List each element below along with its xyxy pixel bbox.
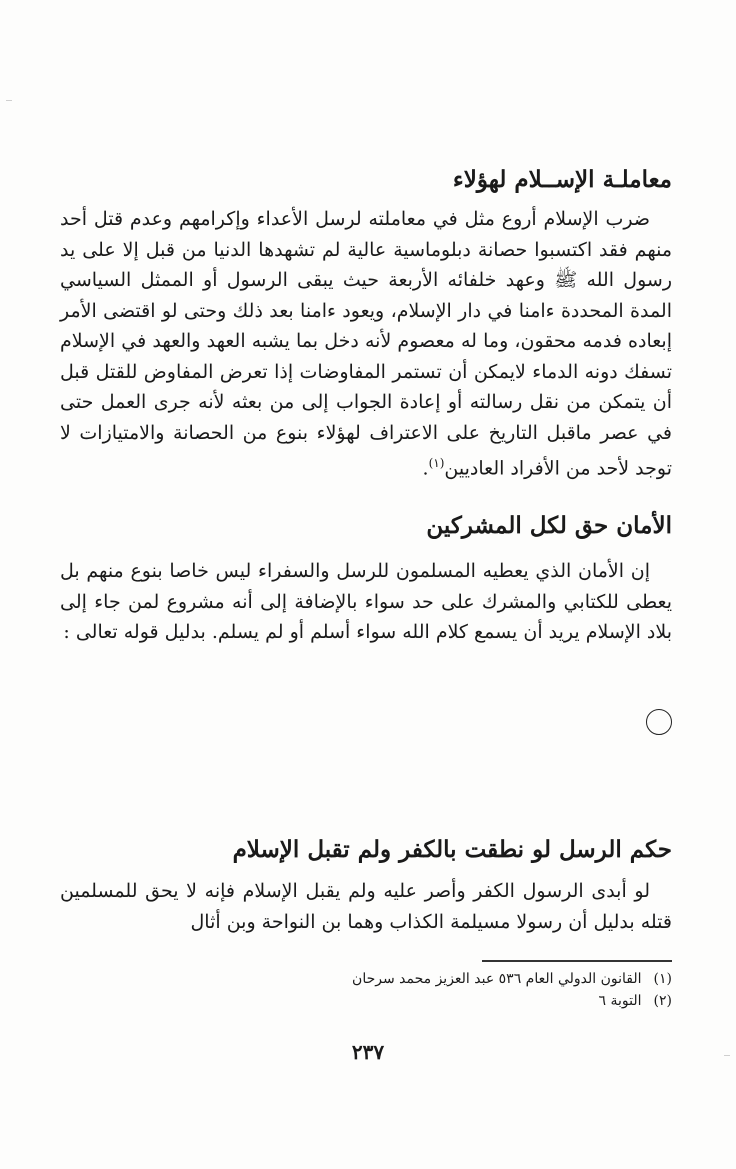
scan-edge-mark bbox=[724, 1055, 730, 1056]
section-heading-text: الأمان حق لكل المشركين bbox=[426, 512, 672, 539]
paragraph-text bbox=[60, 876, 672, 937]
paragraph-safety bbox=[60, 556, 672, 648]
footnote-item bbox=[260, 968, 672, 990]
page-number: ٢٣٧ bbox=[351, 1040, 385, 1064]
footnote-ref-1: (١) bbox=[428, 456, 445, 470]
scan-edge-mark bbox=[6, 100, 12, 101]
paragraph-treatment bbox=[60, 204, 672, 484]
footnotes bbox=[260, 968, 672, 1012]
section-heading-treatment bbox=[60, 164, 672, 196]
footnote-text: القانون الدولي العام ٥٣٦ عبد العزيز محمد سرحان bbox=[352, 971, 642, 987]
quran-verse bbox=[56, 690, 676, 746]
footnote-item bbox=[260, 990, 672, 1012]
paragraph-text bbox=[60, 556, 672, 648]
paragraph-messengers bbox=[60, 876, 672, 937]
footnote-number: (١) bbox=[653, 971, 672, 987]
footnote-divider bbox=[482, 960, 672, 962]
section-heading-text: حكم الرسل لو نطقت بالكفر ولم تقبل الإسلام bbox=[232, 836, 672, 863]
footnote-text: التوبة ٦ bbox=[598, 993, 642, 1009]
paragraph-text bbox=[60, 204, 672, 484]
paragraph-body: لو أبدى الرسول الكفر وأصر عليه ولم يقبل الإسلام فإنه لا يحق للمسلمين قتله بدليل أن رسولا مسيلمة الكذاب وهما بن النواحة وبن أثال bbox=[60, 880, 672, 933]
paragraph-body: إن الأمان الذي يعطيه المسلمون للرسل والسفراء ليس خاصا بنوع منهم بل يعطى للكتابي والمشرك على حد سواء بالإضافة إلى أنه مشروع لمن جاء إلى بلاد الإسلام يريد أن يسمع كلام الله سواء أسلم أو لم يسلم. بدليل قوله تعالى : bbox=[60, 560, 672, 643]
ayah-number-marker bbox=[646, 709, 672, 735]
paragraph-body: ضرب الإسلام أروع مثل في معاملته لرسل الأعداء وإكرامهم وعدم قتل أحد منهم فقد اكتسبوا حصانة دبلوماسية عالية لم تشهدها الدنيا من قبل إلا على يد رسول الله ﷺ وعهد خلفائه الأربعة حيث يبقى الرسول أو الممثل السياسي المدة المحددة ءامنا في دار الإسلام، ويعود ءامنا بعد ذلك وحتى لو اقتضى الأمر إبعاده فدمه محقون، وما له معصوم لأنه دخل بما يشبه العهد والعهد في الإسلام تسفك دونه الدماء لايمكن أن تستمر المفاوضات إذا تعرض المفاوض للقتل قبل أن يتمكن من نقل رسالته أو إعادة الجواب إلى من بعثه لأنه جرى العمل حتى في عصر ماقبل التاريخ على الاعتراف لهؤلاء بنوع من الحصانة والامتيازات لا توجد لأحد من الأفراد العاديين bbox=[60, 208, 672, 480]
sentence-period: . bbox=[422, 457, 429, 480]
section-heading-messengers bbox=[60, 834, 672, 866]
footnote-number: (٢) bbox=[653, 993, 672, 1009]
section-heading-safety bbox=[60, 510, 672, 542]
section-heading-text: معاملـة الإســلام لهؤلاء bbox=[452, 166, 672, 193]
